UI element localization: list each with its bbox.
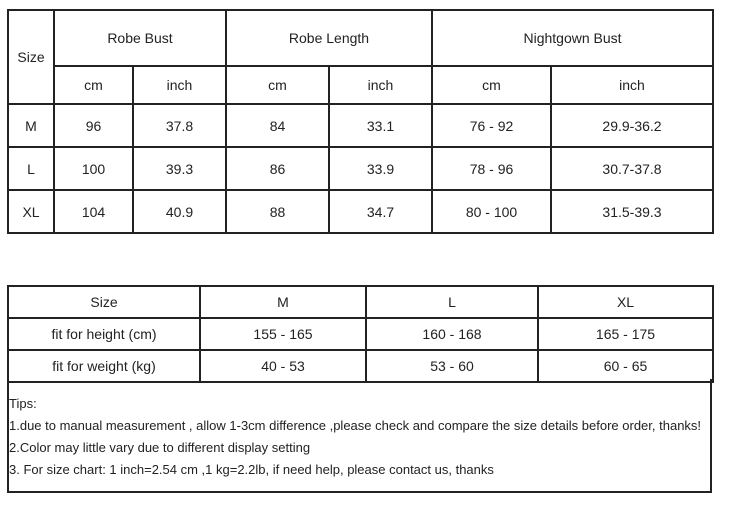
- size-header: M: [200, 286, 366, 318]
- table-cell: 80 - 100: [432, 190, 551, 233]
- table-cell: 165 - 175: [538, 318, 713, 350]
- table-cell: 33.9: [329, 147, 432, 190]
- unit-header: cm: [432, 66, 551, 104]
- unit-header: inch: [551, 66, 713, 104]
- table-cell: 60 - 65: [538, 350, 713, 382]
- tip-line: 2.Color may little vary due to different display setting: [9, 440, 311, 455]
- tip-line: 1.due to manual measurement , allow 1-3cm difference ,please check and compare the size details before order, thanks!: [9, 418, 702, 433]
- table-row: [8, 104, 713, 147]
- unit-header: inch: [133, 66, 226, 104]
- fit-guide-table: [7, 285, 714, 383]
- size-header: XL: [538, 286, 713, 318]
- table-cell: 34.7: [329, 190, 432, 233]
- robe-bust-header: Robe Bust: [54, 10, 226, 66]
- table-row: [8, 190, 713, 233]
- table-header-row: [8, 10, 713, 66]
- unit-header: cm: [54, 66, 133, 104]
- table-cell: 30.7-37.8: [551, 147, 713, 190]
- table-cell: 33.1: [329, 104, 432, 147]
- table-cell: 53 - 60: [366, 350, 538, 382]
- size-cell: M: [8, 104, 54, 147]
- row-label: fit for weight (kg): [8, 350, 200, 382]
- table-cell: 40 - 53: [200, 350, 366, 382]
- unit-header: inch: [329, 66, 432, 104]
- size-header: Size: [8, 286, 200, 318]
- table-cell: 76 - 92: [432, 104, 551, 147]
- table-row: [8, 350, 713, 382]
- size-header: Size: [8, 10, 54, 104]
- table-cell: 78 - 96: [432, 147, 551, 190]
- table-cell: 40.9: [133, 190, 226, 233]
- tips-title: Tips:: [9, 396, 37, 411]
- table-cell: 160 - 168: [366, 318, 538, 350]
- robe-length-header: Robe Length: [226, 10, 432, 66]
- size-cell: XL: [8, 190, 54, 233]
- table-cell: 31.5-39.3: [551, 190, 713, 233]
- tips-box: [7, 379, 712, 493]
- table-cell: 86: [226, 147, 329, 190]
- row-label: fit for height (cm): [8, 318, 200, 350]
- table-cell: 37.8: [133, 104, 226, 147]
- table-cell: 29.9-36.2: [551, 104, 713, 147]
- table-cell: 39.3: [133, 147, 226, 190]
- table-row: [8, 147, 713, 190]
- tip-line: 3. For size chart: 1 inch=2.54 cm ,1 kg=2.2lb, if need help, please contact us, thanks: [9, 462, 494, 477]
- table-row: [8, 318, 713, 350]
- table-cell: 96: [54, 104, 133, 147]
- table-cell: 104: [54, 190, 133, 233]
- table-header-row: [8, 286, 713, 318]
- nightgown-bust-header: Nightgown Bust: [432, 10, 713, 66]
- size-header: L: [366, 286, 538, 318]
- table-cell: 155 - 165: [200, 318, 366, 350]
- table-cell: 100: [54, 147, 133, 190]
- table-cell: 88: [226, 190, 329, 233]
- table-cell: 84: [226, 104, 329, 147]
- size-cell: L: [8, 147, 54, 190]
- unit-header: cm: [226, 66, 329, 104]
- size-chart-table: [7, 9, 714, 234]
- unit-header-row: [8, 66, 713, 104]
